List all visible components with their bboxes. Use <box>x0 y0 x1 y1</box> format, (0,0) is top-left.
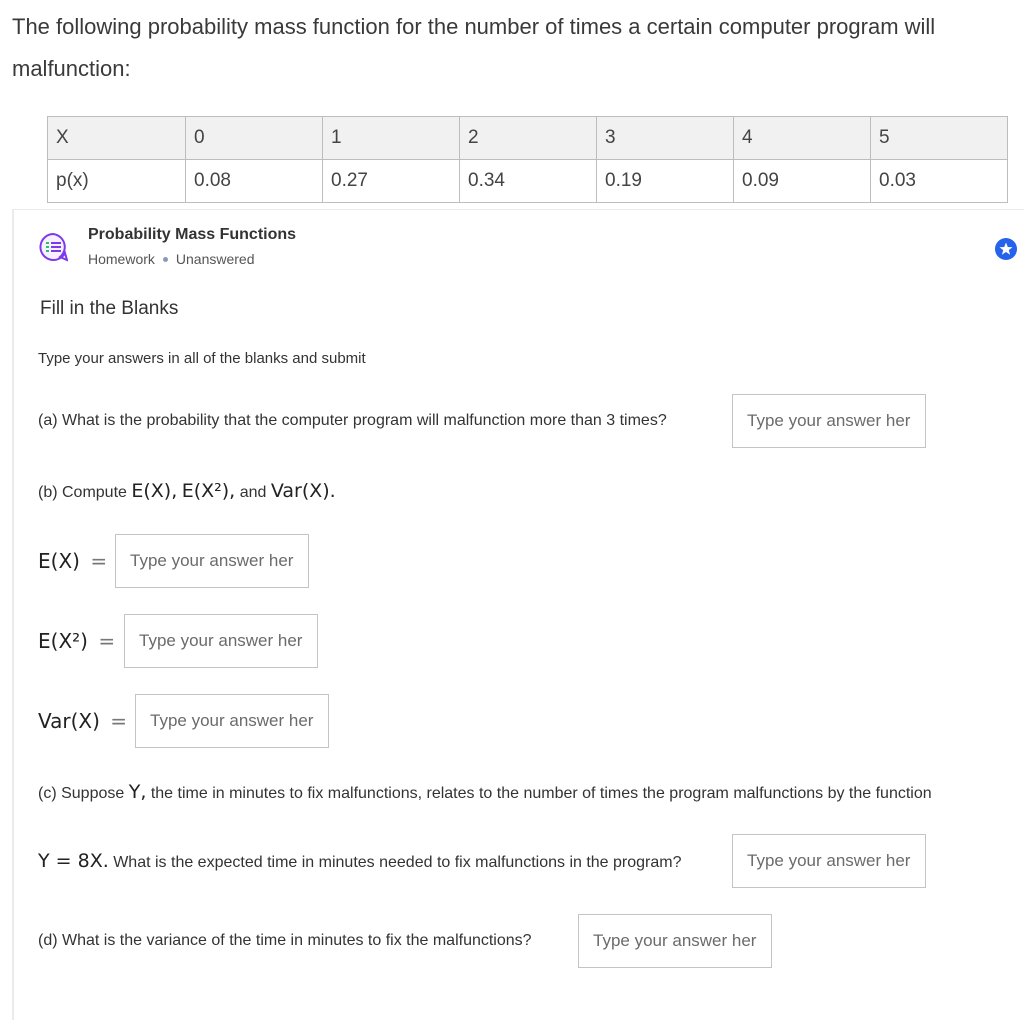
part-b-ex: E(X), <box>131 480 178 502</box>
ex-label-text: E(X) <box>38 549 80 573</box>
answer-c-input[interactable] <box>732 834 926 888</box>
star-icon[interactable] <box>993 236 1019 262</box>
part-c-suffix: the time in minutes to fix malfunctions, relates to the number of times the program malfunctions by the function <box>150 785 932 802</box>
answer-ex-input[interactable] <box>115 534 309 588</box>
table-cell: 0.27 <box>323 160 460 203</box>
answer-d-input[interactable] <box>578 914 772 968</box>
question-title: Probability Mass Functions <box>88 226 297 243</box>
ex2-label-text: E(X²) <box>38 629 88 653</box>
table-header-cell: 5 <box>871 117 1008 160</box>
table-header-cell: 3 <box>597 117 734 160</box>
part-c-question: What is the expected time in minutes needed to fix malfunctions in the program? <box>113 854 682 871</box>
part-a-text: (a) What is the probability that the computer program will malfunction more than 3 times? <box>38 412 667 429</box>
table-cell: 0.03 <box>871 160 1008 203</box>
intro-text: The following probability mass function for the number of times a certain computer program will malfunction: <box>12 14 936 81</box>
equals-sign: = <box>90 549 108 573</box>
table-header-cell: 0 <box>186 117 323 160</box>
part-b-and: and <box>239 484 267 501</box>
table-row-label: p(x) <box>48 160 186 203</box>
part-b-text <box>38 480 336 502</box>
part-c-line2 <box>38 850 682 872</box>
part-c-line1 <box>38 781 932 803</box>
question-type: Fill in the Blanks <box>40 298 179 319</box>
table-row-x <box>48 117 1008 160</box>
equals-sign: = <box>98 629 116 653</box>
ex-label <box>38 549 107 573</box>
part-d-text: (d) What is the variance of the time in minutes to fix the malfunctions? <box>38 932 532 949</box>
table-header-cell: X <box>48 117 186 160</box>
equals-sign: = <box>110 709 128 733</box>
table-cell: 0.09 <box>734 160 871 203</box>
part-c-y: Y, <box>128 781 147 803</box>
table-header-cell: 2 <box>460 117 597 160</box>
separator-dot <box>163 257 168 262</box>
ex2-label <box>38 629 115 653</box>
question-meta <box>88 251 255 267</box>
table-cell: 0.08 <box>186 160 323 203</box>
table-cell: 0.34 <box>460 160 597 203</box>
table-row-px <box>48 160 1008 203</box>
part-c-function: Y = 8X. <box>38 850 109 872</box>
answer-ex2-input[interactable] <box>124 614 318 668</box>
pmf-table <box>47 116 1008 203</box>
var-label-text: Var(X) <box>38 709 100 733</box>
part-b-prefix: (b) Compute <box>38 484 127 501</box>
question-status: Unanswered <box>175 251 255 267</box>
part-c-prefix: (c) Suppose <box>38 785 125 802</box>
table-cell: 0.19 <box>597 160 734 203</box>
answer-a-input[interactable] <box>732 394 926 448</box>
part-b-var: Var(X). <box>270 480 336 502</box>
table-header-cell: 4 <box>734 117 871 160</box>
fill-in-blanks-icon <box>38 232 68 262</box>
var-label <box>38 709 127 733</box>
instructions: Type your answers in all of the blanks and submit <box>38 350 366 367</box>
question-category: Homework <box>88 251 155 267</box>
answer-var-input[interactable] <box>135 694 329 748</box>
part-b-ex2: E(X²), <box>181 480 236 502</box>
table-header-cell: 1 <box>323 117 460 160</box>
